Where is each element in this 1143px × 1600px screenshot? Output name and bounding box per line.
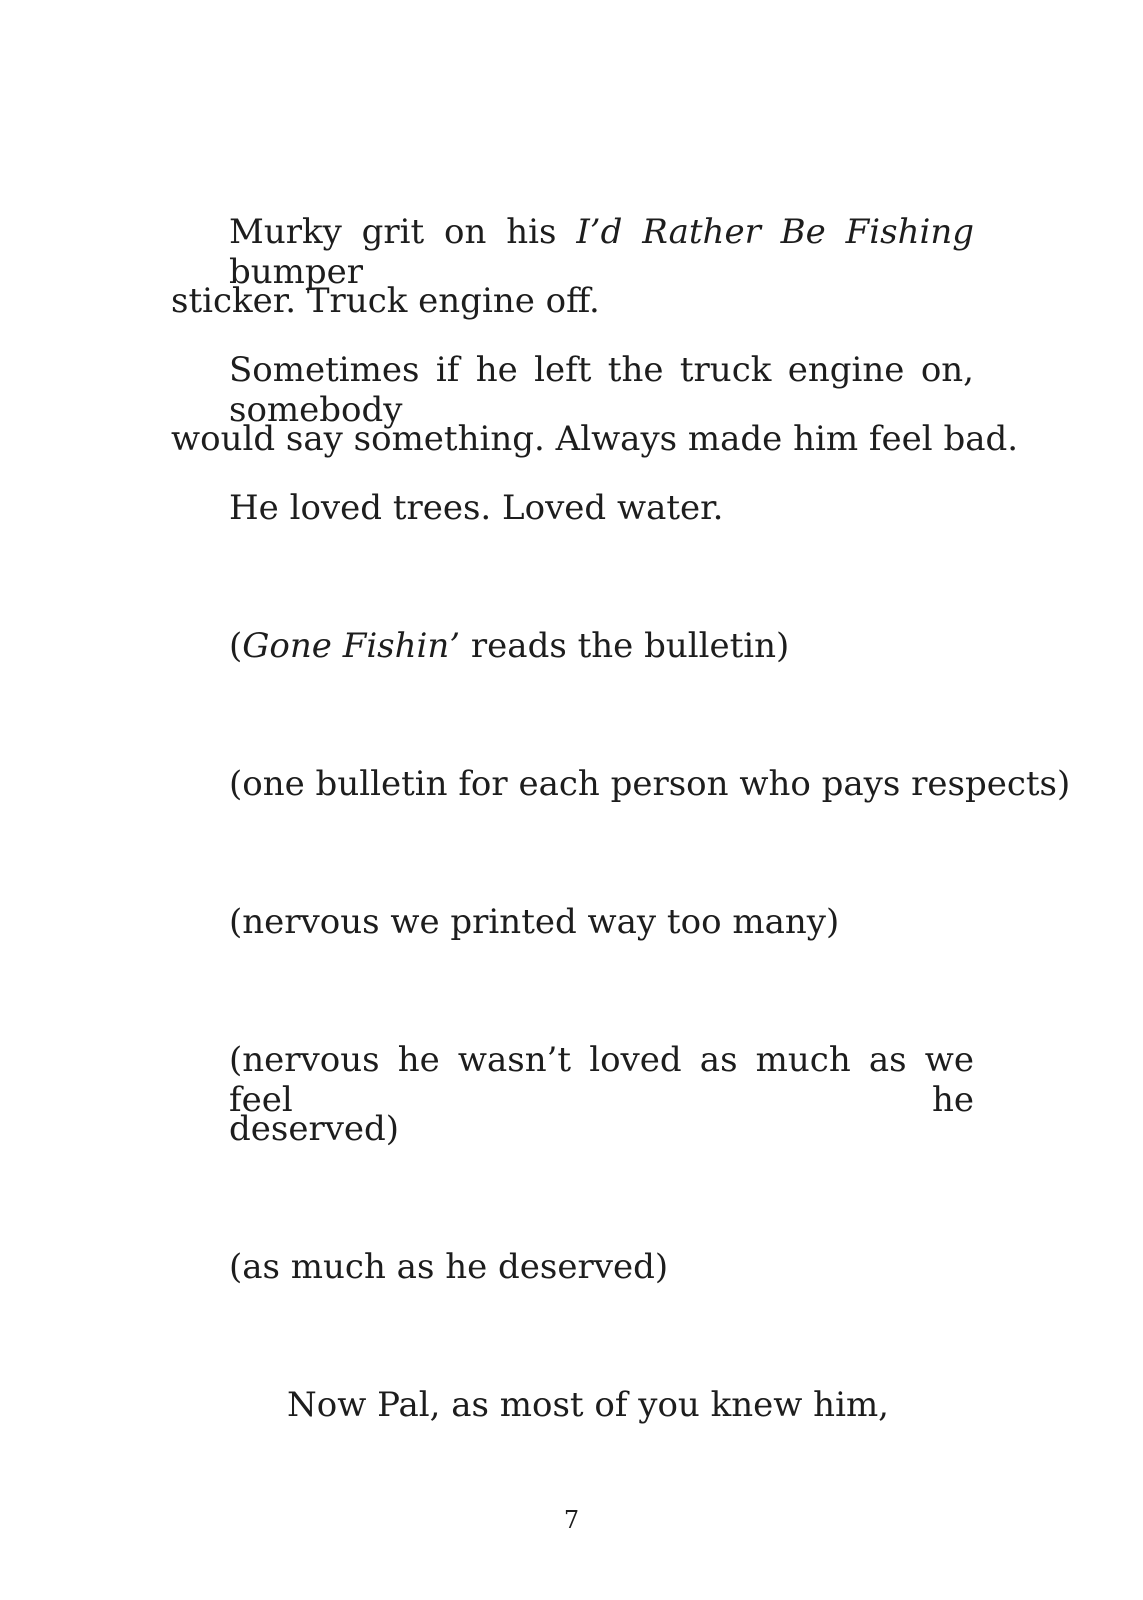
text-line-2: sticker. Truck engine off. bbox=[171, 281, 600, 321]
text-line-4: would say something. Always made him feel bad. bbox=[171, 419, 1019, 459]
text-line-9: (nervous he wasn’t loved as much as we feel he bbox=[229, 1040, 974, 1120]
text-line-8: (nervous we printed way too many) bbox=[229, 902, 840, 942]
page-number: 7 bbox=[563, 1506, 580, 1534]
text-line-10: deserved) bbox=[229, 1109, 400, 1149]
text-line-11: (as much as he deserved) bbox=[229, 1247, 669, 1287]
text-line-3: Sometimes if he left the truck engine on, somebody bbox=[229, 350, 974, 430]
text-line-6: (Gone Fishin’ reads the bulletin) bbox=[229, 626, 790, 666]
text-line-5: He loved trees. Loved water. bbox=[229, 488, 724, 528]
text-line-1: Murky grit on his I’d Rather Be Fishing bumper bbox=[229, 212, 974, 292]
text-line-12: Now Pal, as most of you knew him, bbox=[287, 1385, 889, 1425]
text-line-7: (one bulletin for each person who pays respects) bbox=[229, 764, 1071, 804]
